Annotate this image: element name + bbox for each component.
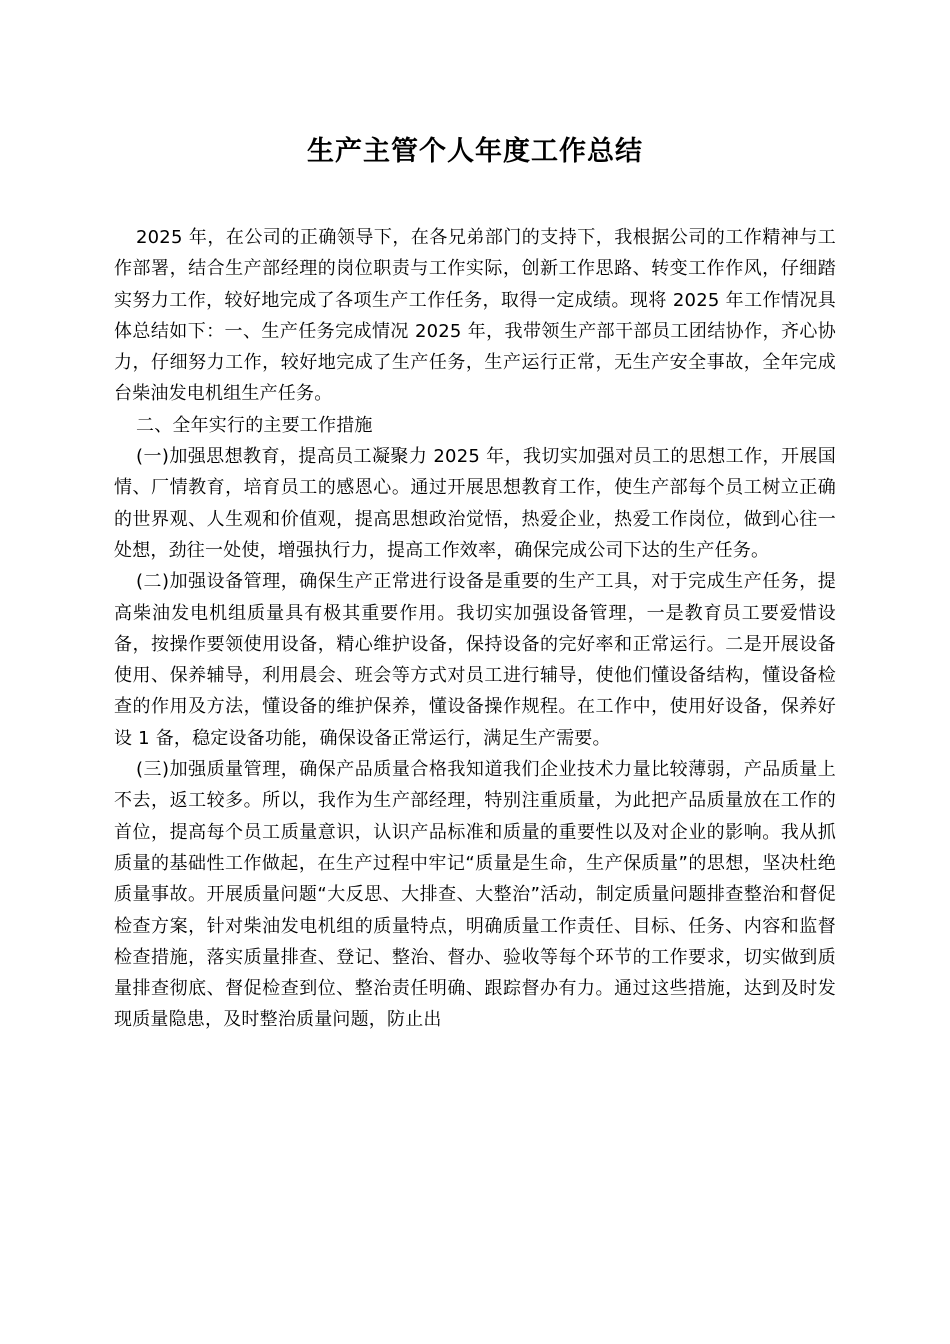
document-title: 生产主管个人年度工作总结 [307,136,643,167]
document-body [114,222,836,1036]
paragraph-measure-3: (三)加强质量管理，确保产品质量合格我知道我们企业技术力量比较薄弱，产品质量上不去，返工较多。所以，我作为生产部经理，特别注重质量，为此把产品质量放在工作的首位，提高每个员工质量意识，认识产品标准和质量的重要性以及对企业的影响。我从抓质量的基础性工作做起，在生产过程中牢记“质量是生命，生产保质量”的思想，坚决杜绝质量事故。开展质量问题“大反思、大排查、大整治”活动，制定质量问题排查整治和督促检查方案，针对柴油发电机组的质量特点，明确质量工作责任、目标、任务、内容和监督检查措施，落实质量排查、登记、整治、督办、验收等每个环节的工作要求，切实做到质量排查彻底、督促检查到位、整治责任明确、跟踪督办有力。通过这些措施，达到及时发现质量隐患，及时整治质量问题，防止出 [114,759,836,1031]
paragraph-measure-1: (一)加强思想教育，提高员工凝聚力 2025 年，我切实加强对员工的思想工作，开展国情、厂情教育，培育员工的感恩心。通过开展思想教育工作，使生产部每个员工树立正确的世界观、人生观和价值观，提高思想政治觉悟，热爱企业，热爱工作岗位，做到心往一处想，劲往一处使，增强执行力，提高工作效率，确保完成公司下达的生产任务。 [114,446,836,561]
paragraph-section-heading: 二、全年实行的主要工作措施 [136,414,373,436]
paragraph-intro: 2025 年，在公司的正确领导下，在各兄弟部门的支持下，我根据公司的工作精神与工作部署，结合生产部经理的岗位职责与工作实际，创新工作思路、转变工作作风，仔细踏实努力工作，较好地完成了各项生产工作任务，取得一定成绩。现将 2025 年工作情况具体总结如下：一、生产任务完成情况 2025 年，我带领生产部干部员工团结协作，齐心协力，仔细努力工作，较好地完成了生产任务，生产运行正常，无生产安全事故，全年完成台柴油发电机组生产任务。 [114,227,836,405]
paragraph-measure-2: (二)加强设备管理，确保生产正常进行设备是重要的生产工具，对于完成生产任务，提高柴油发电机组质量具有极其重要作用。我切实加强设备管理，一是教育员工要爱惜设备，按操作要领使用设备，精心维护设备，保持设备的完好率和正常运行。二是开展设备使用、保养辅导，利用晨会、班会等方式对员工进行辅导，使他们懂设备结构，懂设备检查的作用及方法，懂设备的维护保养，懂设备操作规程。在工作中，使用好设备，保养好设 1 备，稳定设备功能，确保设备正常运行，满足生产需要。 [114,571,836,749]
